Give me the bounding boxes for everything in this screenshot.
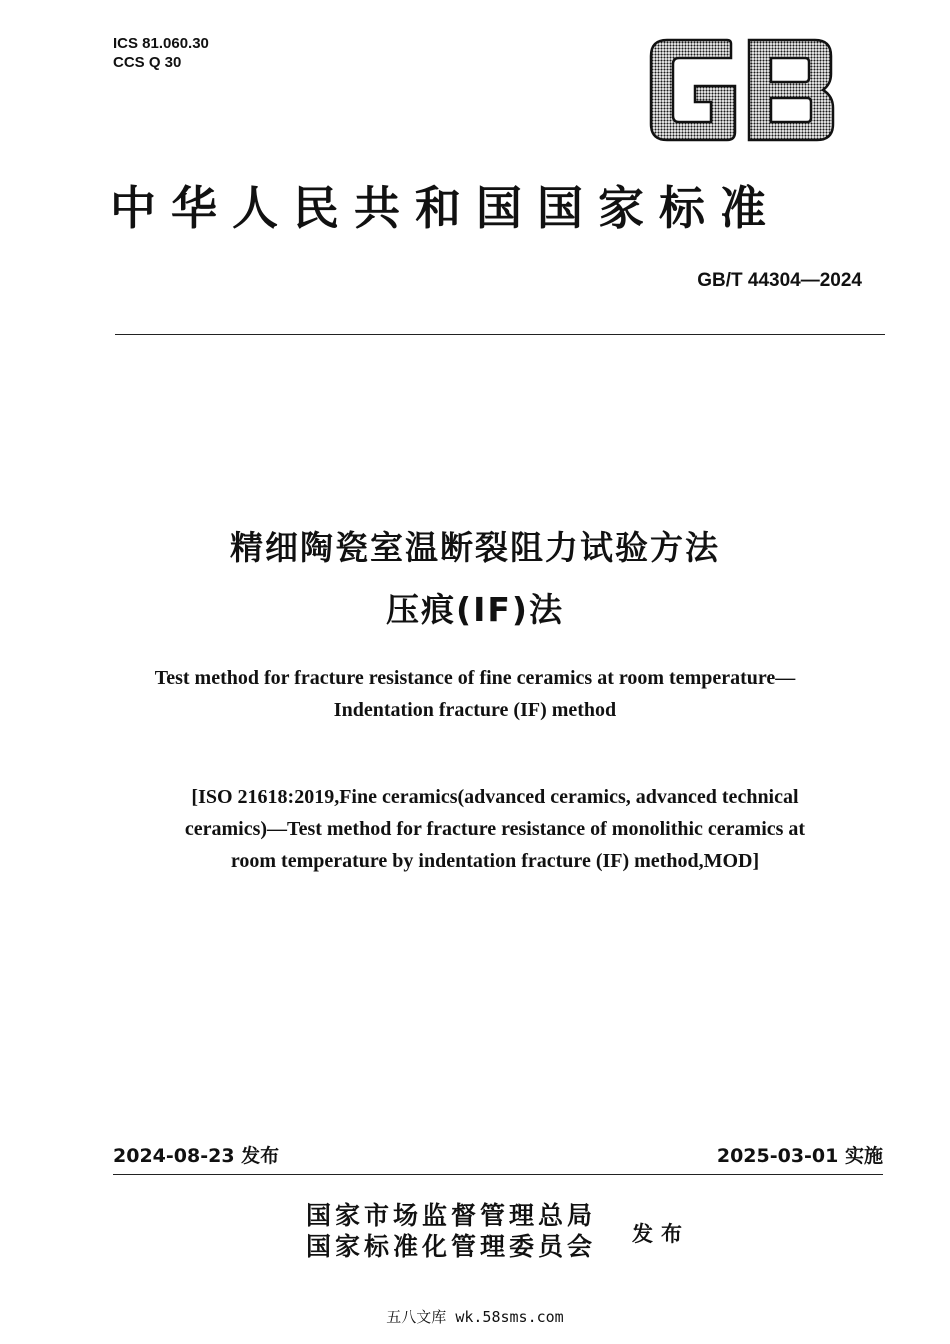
watermark-text: 五八文库 wk.58sms.com xyxy=(386,1308,564,1326)
title-cn-line2: 压痕(IF)法 xyxy=(386,590,564,629)
issue-verb: 发布 xyxy=(632,1221,690,1246)
implement-date: 2025-03-01 实施 xyxy=(716,1145,883,1167)
title-en-line2: Indentation fracture (IF) method xyxy=(333,699,617,721)
gb-standard-logo-icon xyxy=(645,38,837,142)
national-standard-title: 中华人民共和国国家标准 xyxy=(110,181,781,235)
publish-date: 2024-08-23 发布 xyxy=(113,1145,280,1167)
issuing-authorities xyxy=(306,1200,596,1262)
date-row xyxy=(113,1141,883,1168)
header-divider xyxy=(115,334,885,335)
iso-reference-line1: [ISO 21618:2019,Fine ceramics(advanced ceramics, advanced technical xyxy=(191,786,799,808)
title-en xyxy=(0,662,950,726)
ics-code: ICS 81.060.30 xyxy=(113,35,209,52)
iso-reference-line3: room temperature by indentation fracture (IF) method,MOD] xyxy=(230,850,760,872)
standard-number: GB/T 44304—2024 xyxy=(697,270,862,291)
title-en-line1: Test method for fracture resistance of fine ceramics at room temperature— xyxy=(154,667,796,689)
issuer-sac: 国家标准化管理委员会 xyxy=(306,1232,597,1261)
ccs-code: CCS Q 30 xyxy=(113,54,182,71)
issuer-samr: 国家市场监督管理总局 xyxy=(306,1201,597,1230)
iso-reference-line2: ceramics)—Test method for fracture resistance of monolithic ceramics at xyxy=(184,818,806,840)
iso-reference xyxy=(130,781,860,877)
classification-codes xyxy=(113,34,209,72)
title-cn-line1: 精细陶瓷室温断裂阻力试验方法 xyxy=(230,528,720,567)
date-divider xyxy=(113,1174,883,1175)
